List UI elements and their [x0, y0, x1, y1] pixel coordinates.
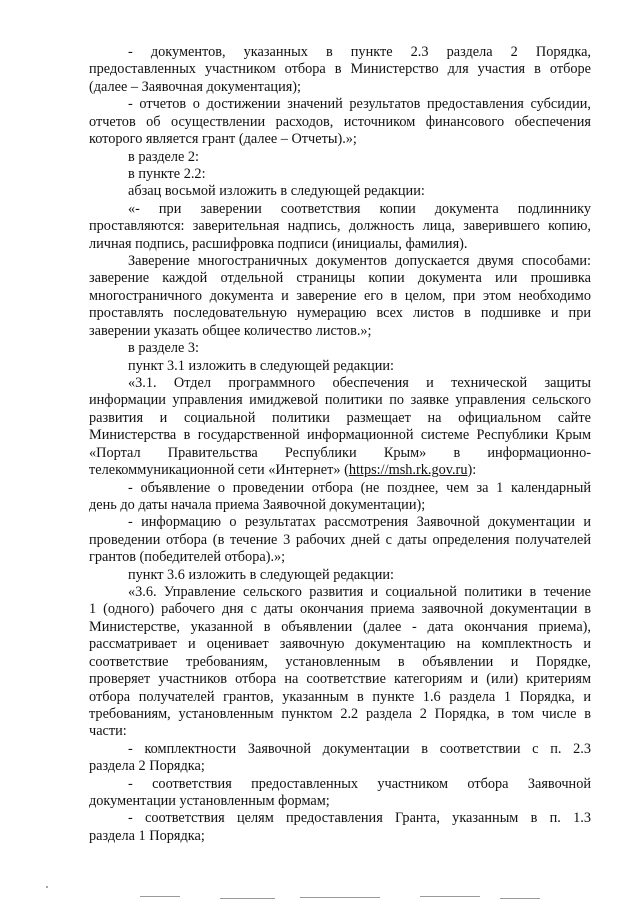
text-line-content: - документов, указанных в пункте 2.3 раздела 2 Порядка, — [128, 44, 591, 60]
text-line — [128, 584, 591, 601]
scan-artifact — [300, 897, 380, 898]
text-line — [89, 619, 591, 636]
text-line-content: Министерства в государственной информационной системе Республики Крым — [89, 427, 591, 444]
text-line-content: - соответствия целям предоставления Гранта, указанным в п. 1.3 — [128, 810, 591, 827]
text-line — [128, 776, 591, 793]
text-line — [128, 253, 591, 270]
text-line — [89, 758, 591, 775]
text-line — [89, 114, 591, 131]
text-line — [128, 166, 591, 183]
text-line-content: многостраничного документа и заверение его в целом, при этом необходимо — [89, 287, 591, 304]
text-line-content: которого является грант (далее – Отчеты).»; — [89, 131, 357, 148]
text-line — [89, 654, 591, 671]
scan-artifact — [500, 898, 540, 899]
text-line-content: «Портал Правительства Республики Крым» в информационно- — [89, 444, 591, 461]
text-line — [89, 689, 591, 706]
text-line — [89, 270, 591, 287]
text-line-content: требованиям, установленным пунктом 2.2 раздела 2 Порядка, в том числе в — [89, 705, 591, 722]
text-line — [128, 480, 591, 497]
text-line — [89, 218, 591, 235]
scan-artifact — [420, 896, 480, 897]
text-line-content: абзац восьмой изложить в следующей редакции: — [128, 183, 425, 200]
text-line-content: «- при заверении соответствия копии документа подлиннику — [128, 200, 591, 217]
text-line — [89, 549, 591, 566]
text-line — [89, 636, 591, 653]
text-line-content: заверение каждой отдельной страницы копии документа или прошивка — [89, 270, 591, 287]
text-line-content: отбора получателей грантов, указанным в пункте 1.6 раздела 1 Порядка, и — [89, 688, 591, 705]
text-line — [128, 149, 591, 166]
text-line-content: пункт 3.6 изложить в следующей редакции: — [128, 566, 395, 583]
text-line-content: рассматривает и оценивает заявочную документацию на комплектность и — [89, 636, 591, 653]
text-line-content: - информацию о результатах рассмотрения Заявочной документации и — [128, 514, 591, 531]
text-line-content: раздела 1 Порядка; — [89, 827, 205, 844]
text-line-tail: ): — [467, 462, 477, 479]
text-line-content: проверяет участников отбора на соответствие категориям и (или) критериям — [89, 671, 591, 688]
text-line-content: телекоммуникационной сети «Интернет» ( — [89, 462, 349, 479]
scan-speck — [46, 886, 48, 888]
text-line-content: 1 (одного) рабочего дня с даты окончания приема заявочной документации в — [89, 601, 591, 618]
text-line — [89, 445, 591, 462]
text-line-content: «3.1. Отдел программного обеспечения и технической защиты — [128, 374, 591, 391]
text-line-content: - соответствия предоставленных участником отбора Заявочной — [128, 775, 591, 792]
text-line-content: информации управления имиджевой политики по заявке управления сельского — [89, 392, 591, 409]
text-line-content: документации установленным формам; — [89, 793, 330, 810]
text-line — [89, 131, 591, 148]
text-line-content: пункт 3.1 изложить в следующей редакции: — [128, 357, 395, 374]
text-line-content: «3.6. Управление сельского развития и социальной политики в течение — [128, 584, 591, 601]
text-line-content: части: — [89, 723, 127, 740]
text-line-content: раздела 2 Порядка; — [89, 758, 205, 775]
text-line — [128, 810, 591, 827]
text-line-content: предоставленных участником отбора в Министерство для участия в отборе — [89, 61, 591, 78]
text-line — [89, 706, 591, 723]
text-line-content: - объявление о проведении отбора (не позднее, чем за 1 календарный — [128, 479, 591, 496]
text-line-content: - комплектности Заявочной документации в соответствии с п. 2.3 — [128, 740, 591, 757]
text-line — [89, 793, 591, 810]
text-line — [89, 601, 591, 618]
text-line-content: день до даты начала приема Заявочной документации); — [89, 496, 426, 513]
text-line — [89, 79, 591, 96]
text-line — [89, 462, 591, 479]
text-line — [128, 358, 591, 375]
text-line — [89, 828, 591, 845]
text-line — [89, 410, 591, 427]
text-line — [128, 183, 591, 200]
text-line — [89, 671, 591, 688]
text-line-content: проставляются: заверительная надпись, должность лица, заверившего копию, — [89, 218, 591, 235]
text-line — [89, 236, 591, 253]
text-line — [89, 427, 591, 444]
text-line-content: заверении указать общее количество листов.»; — [89, 322, 372, 339]
text-line — [128, 514, 591, 531]
text-line — [128, 567, 591, 584]
text-line — [89, 305, 591, 322]
text-line-content: в разделе 3: — [128, 340, 200, 357]
scan-artifact — [220, 898, 275, 899]
text-line-content: в разделе 2: — [128, 148, 200, 165]
text-line-content: проведении отбора (в течение 3 рабочих дней с даты определения получателей — [89, 531, 591, 548]
text-line — [128, 201, 591, 218]
text-line-content: проставлять последовательную нумерацию всех листов в подшивке и при — [89, 305, 591, 322]
text-line — [89, 392, 591, 409]
text-line — [128, 741, 591, 758]
text-line — [128, 375, 591, 392]
website-link[interactable]: https://msh.rk.gov.ru — [348, 462, 468, 479]
text-line-content: отчетов об осуществлении расходов, источником финансового обеспечения — [89, 113, 591, 130]
text-line — [89, 497, 591, 514]
text-line — [89, 723, 591, 740]
scan-artifact — [140, 896, 180, 897]
text-line-content: (далее – Заявочная документация); — [89, 78, 302, 95]
text-line-content: Заверение многостраничных документов допускается двумя способами: — [128, 253, 591, 270]
text-line — [128, 340, 591, 357]
text-line-content: личная подпись, расшифровка подписи (инициалы, фамилия). — [89, 235, 468, 252]
text-line — [89, 288, 591, 305]
text-line-content: - отчетов о достижении значений результатов предоставления субсидии, — [128, 96, 591, 113]
text-line — [89, 532, 591, 549]
text-line-content: развития и социальной политики размещает на официальном сайте — [89, 409, 591, 426]
text-line — [89, 61, 591, 78]
text-line-content: грантов (победителей отбора).»; — [89, 549, 286, 566]
text-line — [128, 44, 591, 61]
text-line — [89, 323, 591, 340]
text-line-content: Министерстве, указанной в объявлении (далее - дата окончания приема), — [89, 618, 591, 635]
text-line-content: соответствие требованиям, установленным в объявлении и Порядке, — [89, 653, 591, 670]
text-line — [128, 96, 591, 113]
text-line-content: в пункте 2.2: — [128, 165, 206, 182]
